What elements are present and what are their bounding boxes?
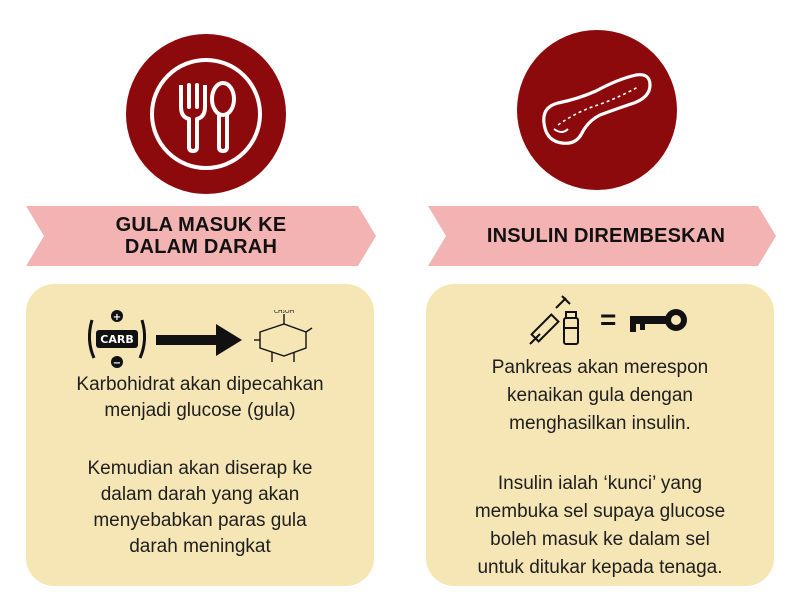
- carb-icon: [89, 310, 144, 369]
- text-line: Karbohidrat akan dipecahkan: [76, 374, 324, 395]
- left-column: [26, 0, 386, 608]
- text-line: menjadi glucose (gula): [104, 400, 296, 421]
- carb-to-glucose-diagram: [84, 310, 314, 370]
- insulin-key-diagram: [526, 292, 696, 348]
- right-banner: [428, 206, 776, 266]
- text-line: menyebabkan paras gula: [93, 510, 307, 531]
- banner-line-1: GULA MASUK KE: [115, 214, 287, 236]
- right-paragraph-2: [426, 470, 774, 582]
- arrow-right-icon: [156, 324, 242, 356]
- equals-sign: =: [600, 304, 617, 335]
- text-line: menghasilkan insulin.: [509, 413, 691, 434]
- syringe-vial-icon: [526, 292, 586, 348]
- left-banner: [26, 206, 376, 266]
- left-card: [26, 284, 374, 586]
- pancreas-circle: [517, 30, 677, 190]
- carb-label: CARB: [100, 333, 134, 346]
- svg-text:+: +: [112, 312, 122, 323]
- text-line: untuk ditukar kepada tenaga.: [477, 557, 723, 578]
- text-line: dalam darah yang akan: [100, 484, 300, 505]
- text-line: Insulin ialah ‘kunci’ yang: [497, 473, 703, 494]
- right-paragraph-1: [426, 354, 774, 438]
- text-line: boleh masuk ke dalam sel: [490, 529, 710, 550]
- glucose-molecule-icon: [254, 314, 312, 362]
- left-paragraph-1: [26, 372, 374, 424]
- text-line: Kemudian akan diserap ke: [87, 458, 313, 479]
- banner-line-2: DALAM DARAH: [124, 236, 278, 258]
- right-banner-title: INSULIN DIREMBESKAN: [486, 225, 726, 247]
- fork-spoon-circle: [126, 34, 286, 194]
- molecule-label: CH₂OH: [273, 310, 295, 315]
- text-line: kenaikan gula dengan: [507, 385, 693, 406]
- left-banner-title: [26, 206, 376, 266]
- left-paragraph-2: [26, 456, 374, 560]
- right-column: [425, 0, 785, 608]
- text-line: membuka sel supaya glucose: [474, 501, 726, 522]
- text-line: Pankreas akan merespon: [491, 357, 709, 378]
- fork-spoon-icon: [147, 55, 265, 173]
- svg-text:−: −: [112, 358, 122, 369]
- text-line: darah meningkat: [129, 536, 271, 557]
- key-icon: [626, 306, 692, 336]
- pancreas-icon: [538, 65, 656, 155]
- right-card: [426, 284, 774, 586]
